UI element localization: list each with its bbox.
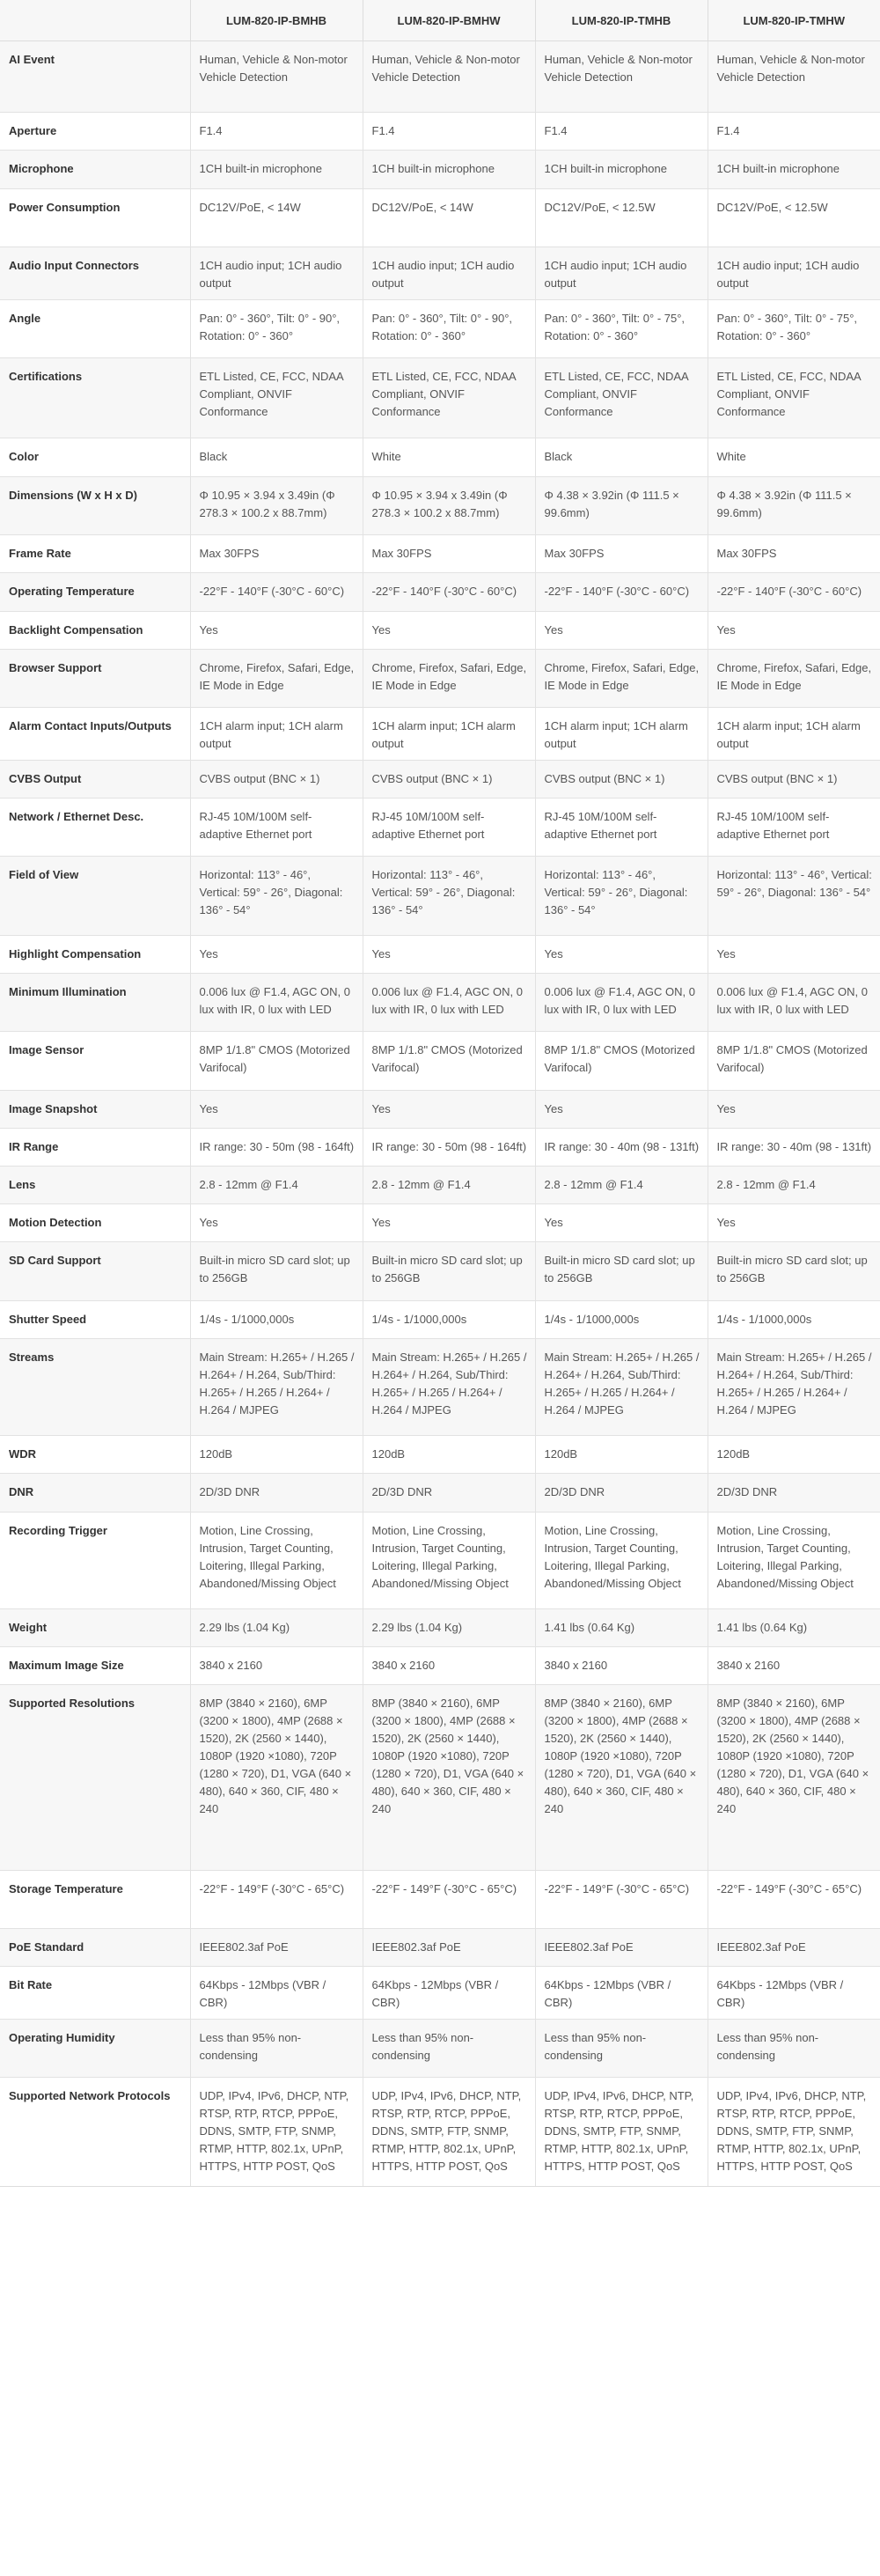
spec-value: 2D/3D DNR [190, 1474, 363, 1512]
spec-label: Frame Rate [0, 535, 190, 573]
spec-value: Pan: 0° - 360°, Tilt: 0° - 75°, Rotation: 0° - 360° [535, 300, 708, 358]
spec-value: DC12V/PoE, < 14W [190, 189, 363, 247]
spec-value: Yes [363, 612, 535, 650]
spec-row [0, 1512, 880, 1609]
spec-value: 3840 x 2160 [708, 1647, 880, 1685]
spec-label: Bit Rate [0, 1967, 190, 2020]
spec-label: Minimum Illumination [0, 974, 190, 1032]
spec-label: Certifications [0, 358, 190, 438]
spec-value: 1CH built-in microphone [535, 151, 708, 189]
spec-row [0, 936, 880, 974]
spec-row [0, 1685, 880, 1871]
spec-value: Max 30FPS [190, 535, 363, 573]
spec-value: ETL Listed, CE, FCC, NDAA Compliant, ONVIF Conformance [535, 358, 708, 438]
spec-value: Motion, Line Crossing, Intrusion, Target Counting, Loitering, Illegal Parking, Abandoned/Missing Object [190, 1512, 363, 1609]
spec-value: 120dB [363, 1436, 535, 1474]
spec-label: CVBS Output [0, 761, 190, 799]
spec-value: -22°F - 149°F (-30°C - 65°C) [363, 1871, 535, 1929]
spec-value: F1.4 [363, 113, 535, 151]
model-header: LUM-820-IP-TMHB [535, 0, 708, 41]
spec-row [0, 1242, 880, 1301]
spec-value: Less than 95% non-condensing [535, 2020, 708, 2078]
spec-value: 8MP 1/1.8" CMOS (Motorized Varifocal) [190, 1032, 363, 1091]
spec-value: Pan: 0° - 360°, Tilt: 0° - 90°, Rotation: 0° - 360° [363, 300, 535, 358]
spec-value: 3840 x 2160 [363, 1647, 535, 1685]
spec-value: Yes [708, 936, 880, 974]
spec-value: Yes [535, 1204, 708, 1242]
spec-value: Yes [708, 1204, 880, 1242]
spec-value: 2.8 - 12mm @ F1.4 [363, 1167, 535, 1204]
spec-value: 64Kbps - 12Mbps (VBR / CBR) [363, 1967, 535, 2020]
spec-value: -22°F - 149°F (-30°C - 65°C) [708, 1871, 880, 1929]
spec-value: Human, Vehicle & Non-motor Vehicle Detection [190, 41, 363, 113]
spec-value: Motion, Line Crossing, Intrusion, Target Counting, Loitering, Illegal Parking, Abandoned/Missing Object [535, 1512, 708, 1609]
spec-value: Yes [363, 1091, 535, 1129]
spec-label: Microphone [0, 151, 190, 189]
spec-row [0, 247, 880, 300]
spec-value: Chrome, Firefox, Safari, Edge, IE Mode in Edge [708, 650, 880, 708]
spec-value: Pan: 0° - 360°, Tilt: 0° - 75°, Rotation: 0° - 360° [708, 300, 880, 358]
spec-value: -22°F - 149°F (-30°C - 65°C) [535, 1871, 708, 1929]
spec-row [0, 477, 880, 535]
spec-value: 1CH alarm input; 1CH alarm output [190, 708, 363, 761]
spec-value: 8MP (3840 × 2160), 6MP (3200 × 1800), 4MP (2688 × 1520), 2K (2560 × 1440), 1080P (1920 ×1080), 720P (1280 × 720), D1, VGA (640 × 480), 640 × 360, CIF, 480 × 240 [708, 1685, 880, 1871]
spec-label: Supported Resolutions [0, 1685, 190, 1871]
spec-label: Audio Input Connectors [0, 247, 190, 300]
spec-value: Horizontal: 113° - 46°, Vertical: 59° - 26°, Diagonal: 136° - 54° [190, 857, 363, 936]
spec-value: Built-in micro SD card slot; up to 256GB [190, 1242, 363, 1301]
spec-label: Operating Temperature [0, 573, 190, 612]
spec-label: Operating Humidity [0, 2020, 190, 2078]
spec-value: 120dB [708, 1436, 880, 1474]
spec-value: Human, Vehicle & Non-motor Vehicle Detection [363, 41, 535, 113]
spec-value: 8MP (3840 × 2160), 6MP (3200 × 1800), 4MP (2688 × 1520), 2K (2560 × 1440), 1080P (1920 ×1080), 720P (1280 × 720), D1, VGA (640 × 480), 640 × 360, CIF, 480 × 240 [535, 1685, 708, 1871]
spec-value: CVBS output (BNC × 1) [708, 761, 880, 799]
spec-value: Horizontal: 113° - 46°, Vertical: 59° - 26°, Diagonal: 136° - 54° [363, 857, 535, 936]
header-corner [0, 0, 190, 41]
spec-value: IEEE802.3af PoE [535, 1929, 708, 1967]
spec-value: IEEE802.3af PoE [190, 1929, 363, 1967]
spec-value: IEEE802.3af PoE [708, 1929, 880, 1967]
spec-label: Browser Support [0, 650, 190, 708]
spec-value: Main Stream: H.265+ / H.265 / H.264+ / H.264, Sub/Third: H.265+ / H.265 / H.264+ / H.264 / MJPEG [535, 1339, 708, 1436]
model-header: LUM-820-IP-BMHB [190, 0, 363, 41]
spec-value: 8MP 1/1.8" CMOS (Motorized Varifocal) [363, 1032, 535, 1091]
spec-label: Image Sensor [0, 1032, 190, 1091]
spec-value: 64Kbps - 12Mbps (VBR / CBR) [535, 1967, 708, 2020]
spec-value: F1.4 [190, 113, 363, 151]
spec-label: Recording Trigger [0, 1512, 190, 1609]
spec-row [0, 1609, 880, 1647]
spec-value: Yes [535, 612, 708, 650]
spec-label: Angle [0, 300, 190, 358]
spec-value: F1.4 [708, 113, 880, 151]
spec-value: Φ 4.38 × 3.92in (Φ 111.5 × 99.6mm) [708, 477, 880, 535]
spec-value: 1/4s - 1/1000,000s [535, 1301, 708, 1339]
spec-value: -22°F - 140°F (-30°C - 60°C) [363, 573, 535, 612]
spec-row [0, 1929, 880, 1967]
spec-value: 120dB [535, 1436, 708, 1474]
spec-value: Yes [363, 1204, 535, 1242]
spec-value: Built-in micro SD card slot; up to 256GB [535, 1242, 708, 1301]
spec-value: Horizontal: 113° - 46°, Vertical: 59° - 26°, Diagonal: 136° - 54° [708, 857, 880, 936]
spec-value: 120dB [190, 1436, 363, 1474]
spec-value: Main Stream: H.265+ / H.265 / H.264+ / H.264, Sub/Third: H.265+ / H.265 / H.264+ / H.264 / MJPEG [363, 1339, 535, 1436]
spec-row [0, 1967, 880, 2020]
spec-value: White [363, 438, 535, 477]
spec-value: Built-in micro SD card slot; up to 256GB [363, 1242, 535, 1301]
spec-label: Color [0, 438, 190, 477]
spec-value: 2.29 lbs (1.04 Kg) [190, 1609, 363, 1647]
spec-value: RJ-45 10M/100M self-adaptive Ethernet port [190, 799, 363, 857]
spec-value: Yes [535, 1091, 708, 1129]
spec-label: AI Event [0, 41, 190, 113]
spec-value: 2D/3D DNR [708, 1474, 880, 1512]
spec-value: UDP, IPv4, IPv6, DHCP, NTP, RTSP, RTP, RTCP, PPPoE, DDNS, SMTP, FTP, SNMP, RTMP, HTTP, 802.1x, UPnP, HTTPS, HTTP POST, QoS [535, 2078, 708, 2187]
spec-label: Highlight Compensation [0, 936, 190, 974]
spec-label: Supported Network Protocols [0, 2078, 190, 2187]
model-header-row [0, 0, 880, 41]
spec-value: F1.4 [535, 113, 708, 151]
spec-value: Yes [363, 936, 535, 974]
spec-row [0, 1032, 880, 1091]
spec-value: Black [535, 438, 708, 477]
spec-label: Aperture [0, 113, 190, 151]
spec-row [0, 2078, 880, 2187]
spec-value: 0.006 lux @ F1.4, AGC ON, 0 lux with IR, 0 lux with LED [708, 974, 880, 1032]
spec-value: Φ 10.95 × 3.94 x 3.49in (Φ 278.3 × 100.2 x 88.7mm) [190, 477, 363, 535]
spec-row [0, 189, 880, 247]
spec-value: UDP, IPv4, IPv6, DHCP, NTP, RTSP, RTP, RTCP, PPPoE, DDNS, SMTP, FTP, SNMP, RTMP, HTTP, 802.1x, UPnP, HTTPS, HTTP POST, QoS [190, 2078, 363, 2187]
spec-label: Lens [0, 1167, 190, 1204]
spec-value: 3840 x 2160 [190, 1647, 363, 1685]
spec-label: DNR [0, 1474, 190, 1512]
spec-row [0, 1871, 880, 1929]
spec-row [0, 650, 880, 708]
model-header: LUM-820-IP-BMHW [363, 0, 535, 41]
spec-value: 1/4s - 1/1000,000s [190, 1301, 363, 1339]
spec-label: Power Consumption [0, 189, 190, 247]
spec-value: Max 30FPS [363, 535, 535, 573]
spec-value: 2.8 - 12mm @ F1.4 [190, 1167, 363, 1204]
spec-value: 3840 x 2160 [535, 1647, 708, 1685]
spec-value: Less than 95% non-condensing [190, 2020, 363, 2078]
spec-row [0, 1436, 880, 1474]
spec-value: RJ-45 10M/100M self-adaptive Ethernet port [708, 799, 880, 857]
spec-value: 2D/3D DNR [363, 1474, 535, 1512]
spec-label: Image Snapshot [0, 1091, 190, 1129]
spec-value: Yes [708, 1091, 880, 1129]
spec-value: Black [190, 438, 363, 477]
spec-value: 64Kbps - 12Mbps (VBR / CBR) [190, 1967, 363, 2020]
spec-value: Motion, Line Crossing, Intrusion, Target Counting, Loitering, Illegal Parking, Abandoned/Missing Object [363, 1512, 535, 1609]
spec-value: Less than 95% non-condensing [708, 2020, 880, 2078]
spec-row [0, 1167, 880, 1204]
spec-value: White [708, 438, 880, 477]
spec-value: Horizontal: 113° - 46°, Vertical: 59° - 26°, Diagonal: 136° - 54° [535, 857, 708, 936]
spec-value: 8MP (3840 × 2160), 6MP (3200 × 1800), 4MP (2688 × 1520), 2K (2560 × 1440), 1080P (1920 ×1080), 720P (1280 × 720), D1, VGA (640 × 480), 640 × 360, CIF, 480 × 240 [363, 1685, 535, 1871]
spec-row [0, 1091, 880, 1129]
spec-row [0, 300, 880, 358]
spec-row [0, 113, 880, 151]
spec-value: -22°F - 140°F (-30°C - 60°C) [535, 573, 708, 612]
spec-row [0, 799, 880, 857]
spec-value: 2D/3D DNR [535, 1474, 708, 1512]
spec-value: 0.006 lux @ F1.4, AGC ON, 0 lux with IR, 0 lux with LED [363, 974, 535, 1032]
spec-value: Chrome, Firefox, Safari, Edge, IE Mode in Edge [190, 650, 363, 708]
spec-value: 1/4s - 1/1000,000s [363, 1301, 535, 1339]
spec-value: Yes [190, 1204, 363, 1242]
spec-value: 8MP (3840 × 2160), 6MP (3200 × 1800), 4MP (2688 × 1520), 2K (2560 × 1440), 1080P (1920 ×1080), 720P (1280 × 720), D1, VGA (640 × 480), 640 × 360, CIF, 480 × 240 [190, 1685, 363, 1871]
spec-row [0, 438, 880, 477]
spec-label: Motion Detection [0, 1204, 190, 1242]
spec-label: Field of View [0, 857, 190, 936]
spec-label: Network / Ethernet Desc. [0, 799, 190, 857]
spec-value: Chrome, Firefox, Safari, Edge, IE Mode in Edge [363, 650, 535, 708]
spec-row [0, 708, 880, 761]
spec-value: 1CH built-in microphone [708, 151, 880, 189]
spec-value: Φ 4.38 × 3.92in (Φ 111.5 × 99.6mm) [535, 477, 708, 535]
spec-value: 1CH built-in microphone [190, 151, 363, 189]
spec-value: DC12V/PoE, < 14W [363, 189, 535, 247]
spec-value: 2.8 - 12mm @ F1.4 [535, 1167, 708, 1204]
spec-value: ETL Listed, CE, FCC, NDAA Compliant, ONVIF Conformance [363, 358, 535, 438]
spec-label: IR Range [0, 1129, 190, 1167]
spec-value: UDP, IPv4, IPv6, DHCP, NTP, RTSP, RTP, RTCP, PPPoE, DDNS, SMTP, FTP, SNMP, RTMP, HTTP, 802.1x, UPnP, HTTPS, HTTP POST, QoS [708, 2078, 880, 2187]
spec-value: Yes [190, 936, 363, 974]
spec-label: Streams [0, 1339, 190, 1436]
spec-value: 1CH audio input; 1CH audio output [363, 247, 535, 300]
spec-value: 1.41 lbs (0.64 Kg) [535, 1609, 708, 1647]
spec-value: 1CH alarm input; 1CH alarm output [363, 708, 535, 761]
spec-value: IR range: 30 - 40m (98 - 131ft) [708, 1129, 880, 1167]
spec-value: Max 30FPS [708, 535, 880, 573]
spec-row [0, 1204, 880, 1242]
spec-value: Max 30FPS [535, 535, 708, 573]
spec-value: CVBS output (BNC × 1) [190, 761, 363, 799]
spec-label: SD Card Support [0, 1242, 190, 1301]
spec-row [0, 573, 880, 612]
spec-value: 0.006 lux @ F1.4, AGC ON, 0 lux with IR, 0 lux with LED [190, 974, 363, 1032]
spec-value: UDP, IPv4, IPv6, DHCP, NTP, RTSP, RTP, RTCP, PPPoE, DDNS, SMTP, FTP, SNMP, RTMP, HTTP, 802.1x, UPnP, HTTPS, HTTP POST, QoS [363, 2078, 535, 2187]
spec-row [0, 974, 880, 1032]
spec-label: PoE Standard [0, 1929, 190, 1967]
spec-row [0, 2020, 880, 2078]
spec-label: Dimensions (W x H x D) [0, 477, 190, 535]
spec-value: 8MP 1/1.8" CMOS (Motorized Varifocal) [708, 1032, 880, 1091]
spec-value: -22°F - 149°F (-30°C - 65°C) [190, 1871, 363, 1929]
spec-label: Shutter Speed [0, 1301, 190, 1339]
spec-value: RJ-45 10M/100M self-adaptive Ethernet port [535, 799, 708, 857]
spec-row [0, 1301, 880, 1339]
model-header: LUM-820-IP-TMHW [708, 0, 880, 41]
spec-value: Human, Vehicle & Non-motor Vehicle Detection [708, 41, 880, 113]
spec-value: 8MP 1/1.8" CMOS (Motorized Varifocal) [535, 1032, 708, 1091]
spec-value: 1CH audio input; 1CH audio output [190, 247, 363, 300]
spec-value: DC12V/PoE, < 12.5W [535, 189, 708, 247]
spec-value: Human, Vehicle & Non-motor Vehicle Detection [535, 41, 708, 113]
spec-value: 1CH audio input; 1CH audio output [535, 247, 708, 300]
spec-row [0, 612, 880, 650]
spec-value: 2.8 - 12mm @ F1.4 [708, 1167, 880, 1204]
spec-row [0, 761, 880, 799]
spec-value: DC12V/PoE, < 12.5W [708, 189, 880, 247]
spec-value: IR range: 30 - 50m (98 - 164ft) [190, 1129, 363, 1167]
spec-value: Built-in micro SD card slot; up to 256GB [708, 1242, 880, 1301]
spec-value: 1CH alarm input; 1CH alarm output [535, 708, 708, 761]
spec-row [0, 1474, 880, 1512]
spec-value: Yes [708, 612, 880, 650]
spec-value: -22°F - 140°F (-30°C - 60°C) [190, 573, 363, 612]
spec-label: Storage Temperature [0, 1871, 190, 1929]
spec-label: Backlight Compensation [0, 612, 190, 650]
spec-value: ETL Listed, CE, FCC, NDAA Compliant, ONVIF Conformance [190, 358, 363, 438]
spec-value: IEEE802.3af PoE [363, 1929, 535, 1967]
spec-value: 1CH audio input; 1CH audio output [708, 247, 880, 300]
spec-value: Yes [535, 936, 708, 974]
spec-value: Motion, Line Crossing, Intrusion, Target Counting, Loitering, Illegal Parking, Abandoned/Missing Object [708, 1512, 880, 1609]
spec-label: Maximum Image Size [0, 1647, 190, 1685]
spec-row [0, 151, 880, 189]
spec-value: IR range: 30 - 40m (98 - 131ft) [535, 1129, 708, 1167]
spec-value: Main Stream: H.265+ / H.265 / H.264+ / H.264, Sub/Third: H.265+ / H.265 / H.264+ / H.264 / MJPEG [190, 1339, 363, 1436]
spec-value: Main Stream: H.265+ / H.265 / H.264+ / H.264, Sub/Third: H.265+ / H.265 / H.264+ / H.264 / MJPEG [708, 1339, 880, 1436]
spec-value: Yes [190, 612, 363, 650]
spec-value: Chrome, Firefox, Safari, Edge, IE Mode in Edge [535, 650, 708, 708]
spec-row [0, 857, 880, 936]
spec-value: Pan: 0° - 360°, Tilt: 0° - 90°, Rotation: 0° - 360° [190, 300, 363, 358]
spec-label: WDR [0, 1436, 190, 1474]
spec-value: 0.006 lux @ F1.4, AGC ON, 0 lux with IR, 0 lux with LED [535, 974, 708, 1032]
spec-label: Weight [0, 1609, 190, 1647]
spec-row [0, 41, 880, 113]
spec-label: Alarm Contact Inputs/Outputs [0, 708, 190, 761]
spec-value: Φ 10.95 × 3.94 x 3.49in (Φ 278.3 × 100.2 x 88.7mm) [363, 477, 535, 535]
spec-value: IR range: 30 - 50m (98 - 164ft) [363, 1129, 535, 1167]
spec-value: CVBS output (BNC × 1) [363, 761, 535, 799]
spec-value: 1/4s - 1/1000,000s [708, 1301, 880, 1339]
spec-value: Yes [190, 1091, 363, 1129]
spec-row [0, 535, 880, 573]
spec-value: 64Kbps - 12Mbps (VBR / CBR) [708, 1967, 880, 2020]
spec-value: ETL Listed, CE, FCC, NDAA Compliant, ONVIF Conformance [708, 358, 880, 438]
spec-row [0, 1647, 880, 1685]
spec-value: 1.41 lbs (0.64 Kg) [708, 1609, 880, 1647]
spec-value: 2.29 lbs (1.04 Kg) [363, 1609, 535, 1647]
spec-row [0, 358, 880, 438]
spec-row [0, 1339, 880, 1436]
spec-value: CVBS output (BNC × 1) [535, 761, 708, 799]
spec-value: Less than 95% non-condensing [363, 2020, 535, 2078]
spec-value: RJ-45 10M/100M self-adaptive Ethernet port [363, 799, 535, 857]
spec-value: 1CH alarm input; 1CH alarm output [708, 708, 880, 761]
spec-value: -22°F - 140°F (-30°C - 60°C) [708, 573, 880, 612]
spec-row [0, 1129, 880, 1167]
spec-value: 1CH built-in microphone [363, 151, 535, 189]
